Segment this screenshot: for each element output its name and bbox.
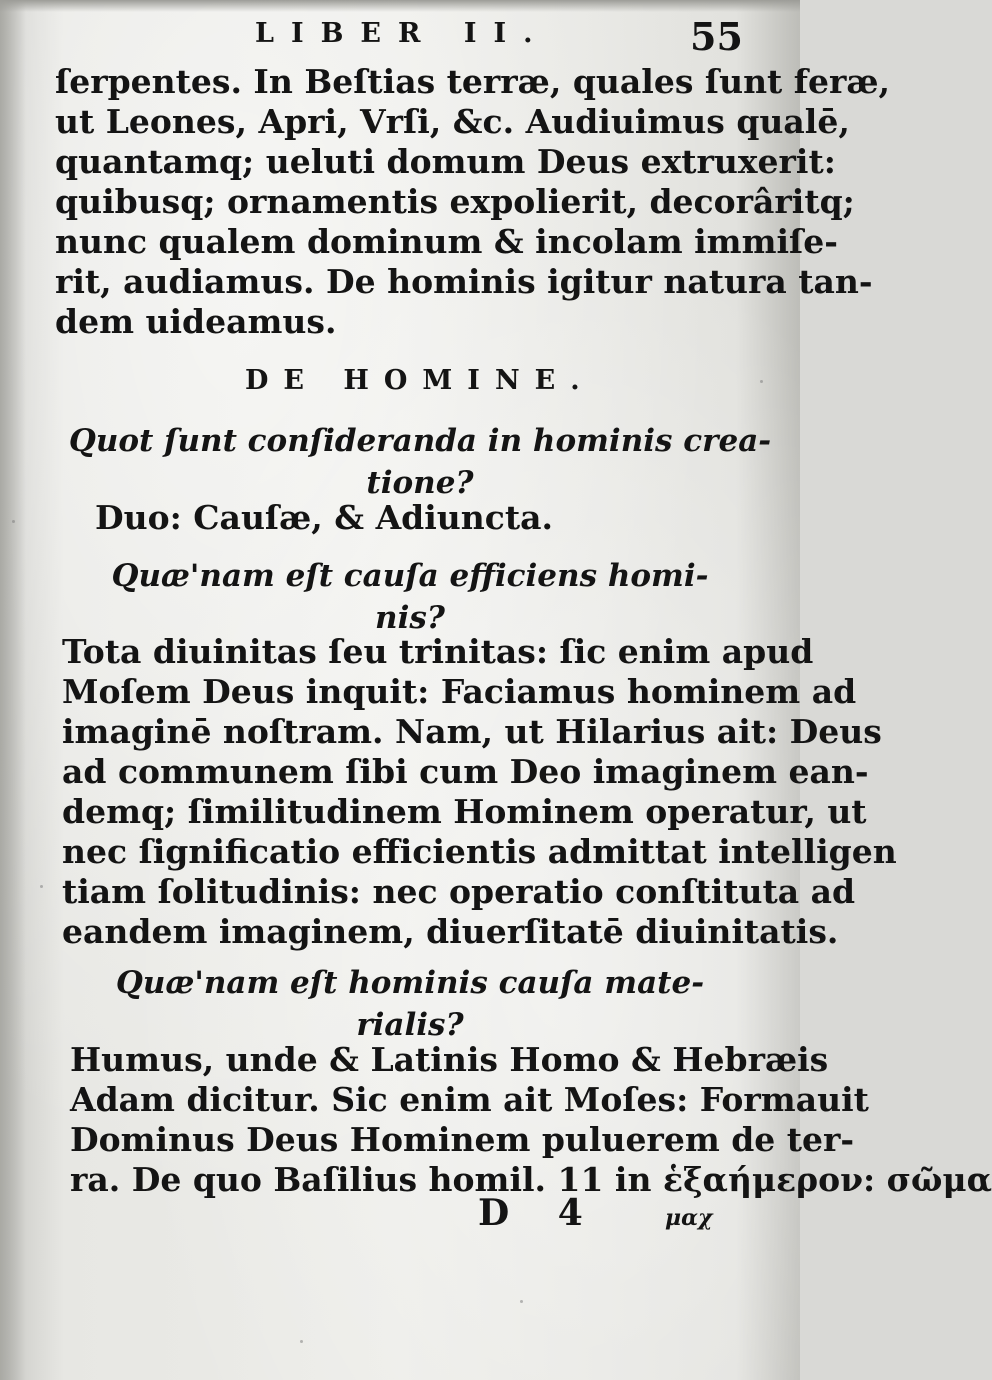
signature-mark: D 4 [478, 1192, 601, 1234]
text-line: ſerpentes. In Beſtias terræ, quales ſunt feræ, [55, 62, 891, 101]
page-shadow-left [0, 0, 26, 1380]
text-line: ut Leones, Apri, Vrſi, &c. Audiuimus qualē, [55, 102, 850, 141]
section-heading: DE HOMINE. [245, 365, 595, 396]
question-line: Quot ſunt conſideranda in hominis crea- [68, 423, 772, 459]
text-line: Tota diuinitas ſeu trinitas: ſic enim apud [62, 632, 814, 671]
text-line: dem uideamus. [55, 302, 337, 341]
text-line: nec ſignificatio efficientis admittat intelligen [62, 832, 897, 871]
question-line: nis? [375, 600, 445, 636]
question-heading [0, 555, 800, 639]
text-line: quantamq; ueluti domum Deus extruxerit: [55, 142, 836, 181]
page-shadow-top [0, 0, 800, 12]
question-line: rialis? [356, 1007, 464, 1043]
question-line: Quæ'nam eſt cauſa efficiens homi- [111, 558, 709, 594]
catchword: μαχ [665, 1205, 713, 1231]
text-line: ra. De quo Baſilius homil. 11 in ἑξαήμερον: σῶμα [70, 1160, 992, 1199]
page-number: 55 [690, 14, 743, 59]
text-line: Humus, unde & Latinis Homo & Hebræis [70, 1040, 829, 1079]
text-line: ad communem ſibi cum Deo imaginem ean- [62, 752, 869, 791]
question-heading [0, 420, 800, 504]
answer-paragraph [62, 632, 897, 952]
text-line: quibusq; ornamentis expolierit, decorâritq; [55, 182, 855, 221]
page-header [0, 14, 800, 64]
paper-speck [12, 520, 15, 523]
paper-speck [520, 1300, 523, 1303]
text-line: Duo: Cauſæ, & Adiuncta. [95, 498, 553, 537]
text-line: Dominus Deus Hominem puluerem de ter- [70, 1120, 855, 1159]
paper-speck [760, 380, 763, 383]
text-line: rit, audiamus. De hominis igitur natura tan- [55, 262, 873, 301]
question-line: Quæ'nam eſt hominis cauſa mate- [115, 965, 705, 1001]
paper-speck [300, 1340, 303, 1343]
running-head: LIBER II. [255, 18, 550, 49]
answer-paragraph [95, 498, 785, 538]
text-line: imaginē noſtram. Nam, ut Hilarius ait: Deus [62, 712, 882, 751]
question-heading [0, 962, 800, 1046]
text-line: demq; ſimilitudinem Hominem operatur, ut [62, 792, 867, 831]
text-line: Moſem Deus inquit: Faciamus hominem ad [62, 672, 857, 711]
paper-speck [40, 885, 43, 888]
question-line: tione? [366, 465, 474, 501]
opening-paragraph [55, 62, 891, 342]
text-line: tiam ſolitudinis: nec operatio conſtituta ad [62, 872, 856, 911]
text-line: eandem imaginem, diuerſitatē diuinitatis. [62, 912, 839, 951]
text-line: nunc qualem dominum & incolam immiſe- [55, 222, 838, 261]
text-line: Adam dicitur. Sic enim ait Moſes: Formauit [70, 1080, 869, 1119]
answer-paragraph [70, 1040, 992, 1200]
